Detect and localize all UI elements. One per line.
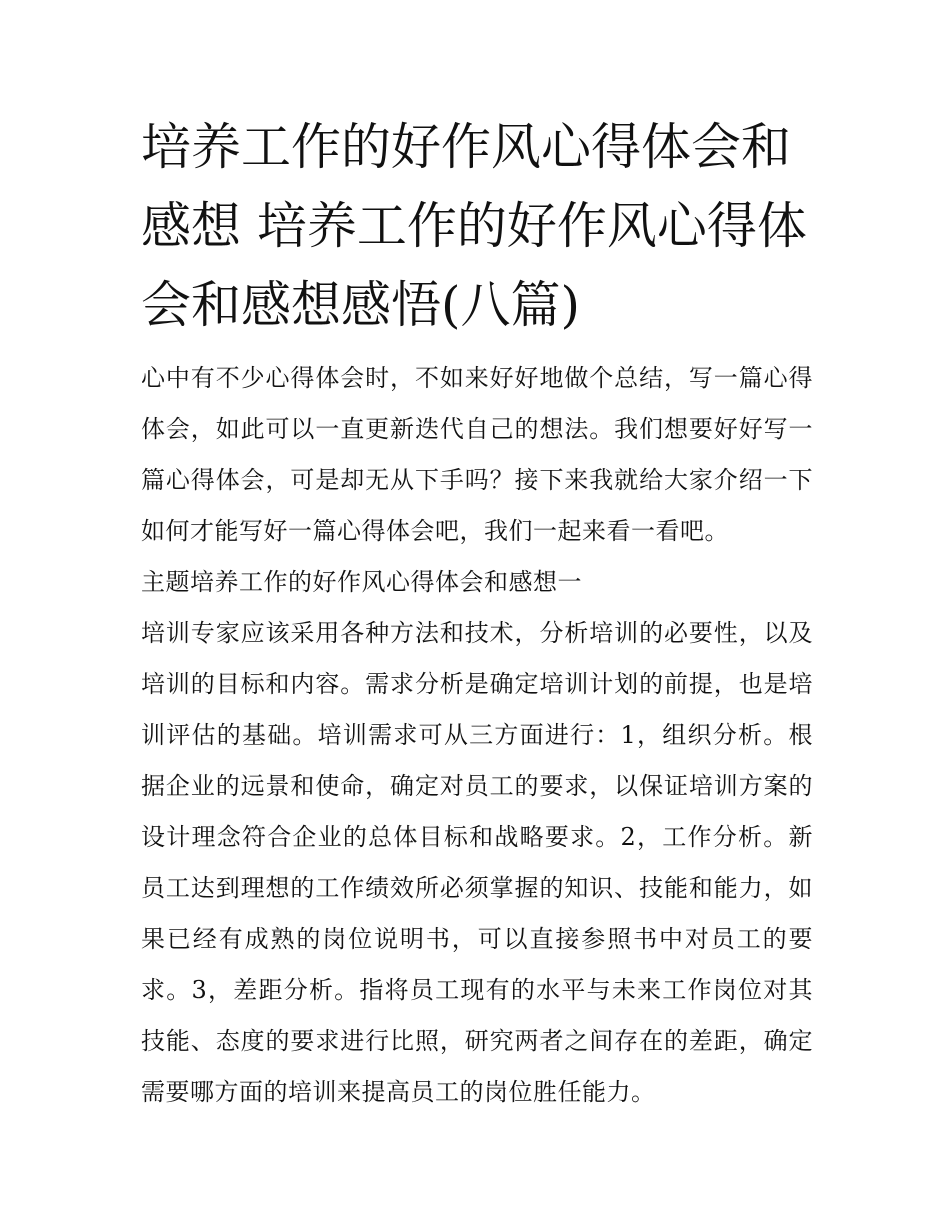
document-body bbox=[141, 353, 813, 1118]
document-title: 培养工作的好作风心得体会和感想 培养工作的好作风心得体会和感想感悟(八篇) bbox=[141, 118, 807, 334]
section-heading: 主题培养工作的好作风心得体会和感想一 bbox=[141, 568, 582, 596]
section-paragraph: 培训专家应该采用各种方法和技术，分析培训的必要性，以及培训的目标和内容。需求分析是确定培训计划的前提，也是培训评估的基础。培训需求可从三方面进行：1，组织分析。根据企业的远景和使命，确定对员工的要求，以保证培训方案的设计理念符合企业的总体目标和战略要求。2，工作分析。新员工达到理想的工作绩效所必须掌握的知识、技能和能力，如果已经有成熟的岗位说明书，可以直接参照书中对员工的要求。3，差距分析。指将员工现有的水平与未来工作岗位对其技能、态度的要求进行比照，研究两者之间存在的差距，确定需要哪方面的培训来提高员工的岗位胜任能力。 bbox=[141, 619, 813, 1106]
intro-paragraph: 心中有不少心得体会时，不如来好好地做个总结，写一篇心得体会，如此可以一直更新迭代自己的想法。我们想要好好写一篇心得体会，可是却无从下手吗？接下来我就给大家介绍一下如何才能写好一篇心得体会吧，我们一起来看一看吧。 bbox=[141, 364, 813, 545]
document-page bbox=[141, 108, 813, 1118]
